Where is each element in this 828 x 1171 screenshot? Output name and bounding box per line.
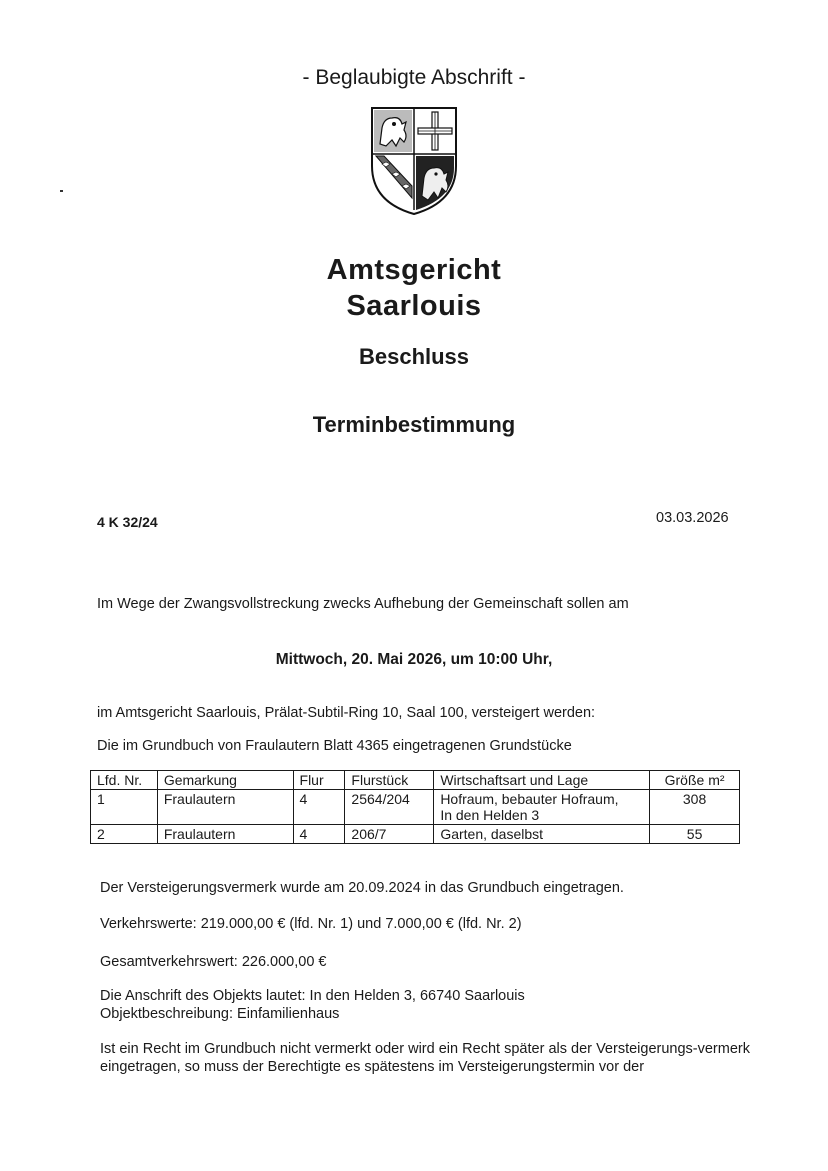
row-lage	[434, 790, 650, 825]
certified-copy-note: - Beglaubigte Abschrift -	[302, 66, 526, 89]
row-gemarkung: Fraulautern	[157, 825, 293, 844]
row-flur: 4	[293, 790, 345, 825]
row-flur: 4	[293, 825, 345, 844]
table-header: Lfd. Nr.	[91, 771, 158, 790]
row-lage-line1: Garten, daselbst	[440, 826, 544, 842]
table-row	[91, 790, 740, 825]
table-row	[91, 825, 740, 844]
row-number: 2	[91, 825, 158, 844]
row-lage	[434, 825, 650, 844]
row-number: 1	[91, 790, 158, 825]
table-header: Größe m²	[650, 771, 740, 790]
table-header: Flur	[293, 771, 345, 790]
registration-note: Der Versteigerungsvermerk wurde am 20.09.2024 in das Grundbuch eingetragen.	[100, 880, 624, 896]
court-name-line2: Saarlouis	[346, 290, 482, 322]
intro-text: Im Wege der Zwangsvollstreckung zwecks Aufhebung der Gemeinschaft sollen am	[97, 596, 629, 612]
auction-date: Mittwoch, 20. Mai 2026, um 10:00 Uhr,	[275, 651, 553, 668]
row-lage-line2: In den Helden 3	[440, 807, 540, 823]
object-description: Objektbeschreibung: Einfamilienhaus	[100, 1006, 340, 1022]
court-name-line1: Amtsgericht	[326, 254, 502, 286]
row-flurstueck: 2564/204	[345, 790, 434, 825]
document-date: 03.03.2026	[656, 510, 729, 526]
scan-speck	[60, 190, 63, 192]
total-market-value: Gesamtverkehrswert: 226.000,00 €	[100, 954, 327, 970]
row-flurstueck: 206/7	[345, 825, 434, 844]
auction-location: im Amtsgericht Saarlouis, Prälat-Subtil-Ring 10, Saal 100, versteigert werden:	[97, 705, 596, 721]
saarland-coat-of-arms-icon	[370, 106, 458, 216]
object-address: Die Anschrift des Objekts lautet: In den Helden 3, 66740 Saarlouis	[100, 988, 525, 1004]
market-values: Verkehrswerte: 219.000,00 € (lfd. Nr. 1) und 7.000,00 € (lfd. Nr. 2)	[100, 916, 522, 932]
rights-notice: Ist ein Recht im Grundbuch nicht vermerkt oder wird ein Recht später als der Versteigerungs-vermerk eingetragen, so muss der Berechtigte es spätestens im Versteigerungstermin vor der	[100, 1041, 750, 1075]
table-header-row	[91, 771, 740, 790]
row-groesse: 308	[650, 790, 740, 825]
document-type: Beschluss	[358, 344, 470, 369]
property-table	[90, 770, 740, 844]
property-intro: Die im Grundbuch von Fraulautern Blatt 4365 eingetragenen Grundstücke	[97, 738, 572, 754]
document-subject: Terminbestimmung	[312, 412, 516, 437]
court-name	[0, 252, 828, 324]
table-header: Gemarkung	[157, 771, 293, 790]
table-header: Flurstück	[345, 771, 434, 790]
table-header: Wirtschaftsart und Lage	[434, 771, 650, 790]
row-gemarkung: Fraulautern	[157, 790, 293, 825]
row-groesse: 55	[650, 825, 740, 844]
file-number: 4 K 32/24	[97, 514, 158, 530]
row-lage-line1: Hofraum, bebauter Hofraum,	[440, 791, 619, 807]
